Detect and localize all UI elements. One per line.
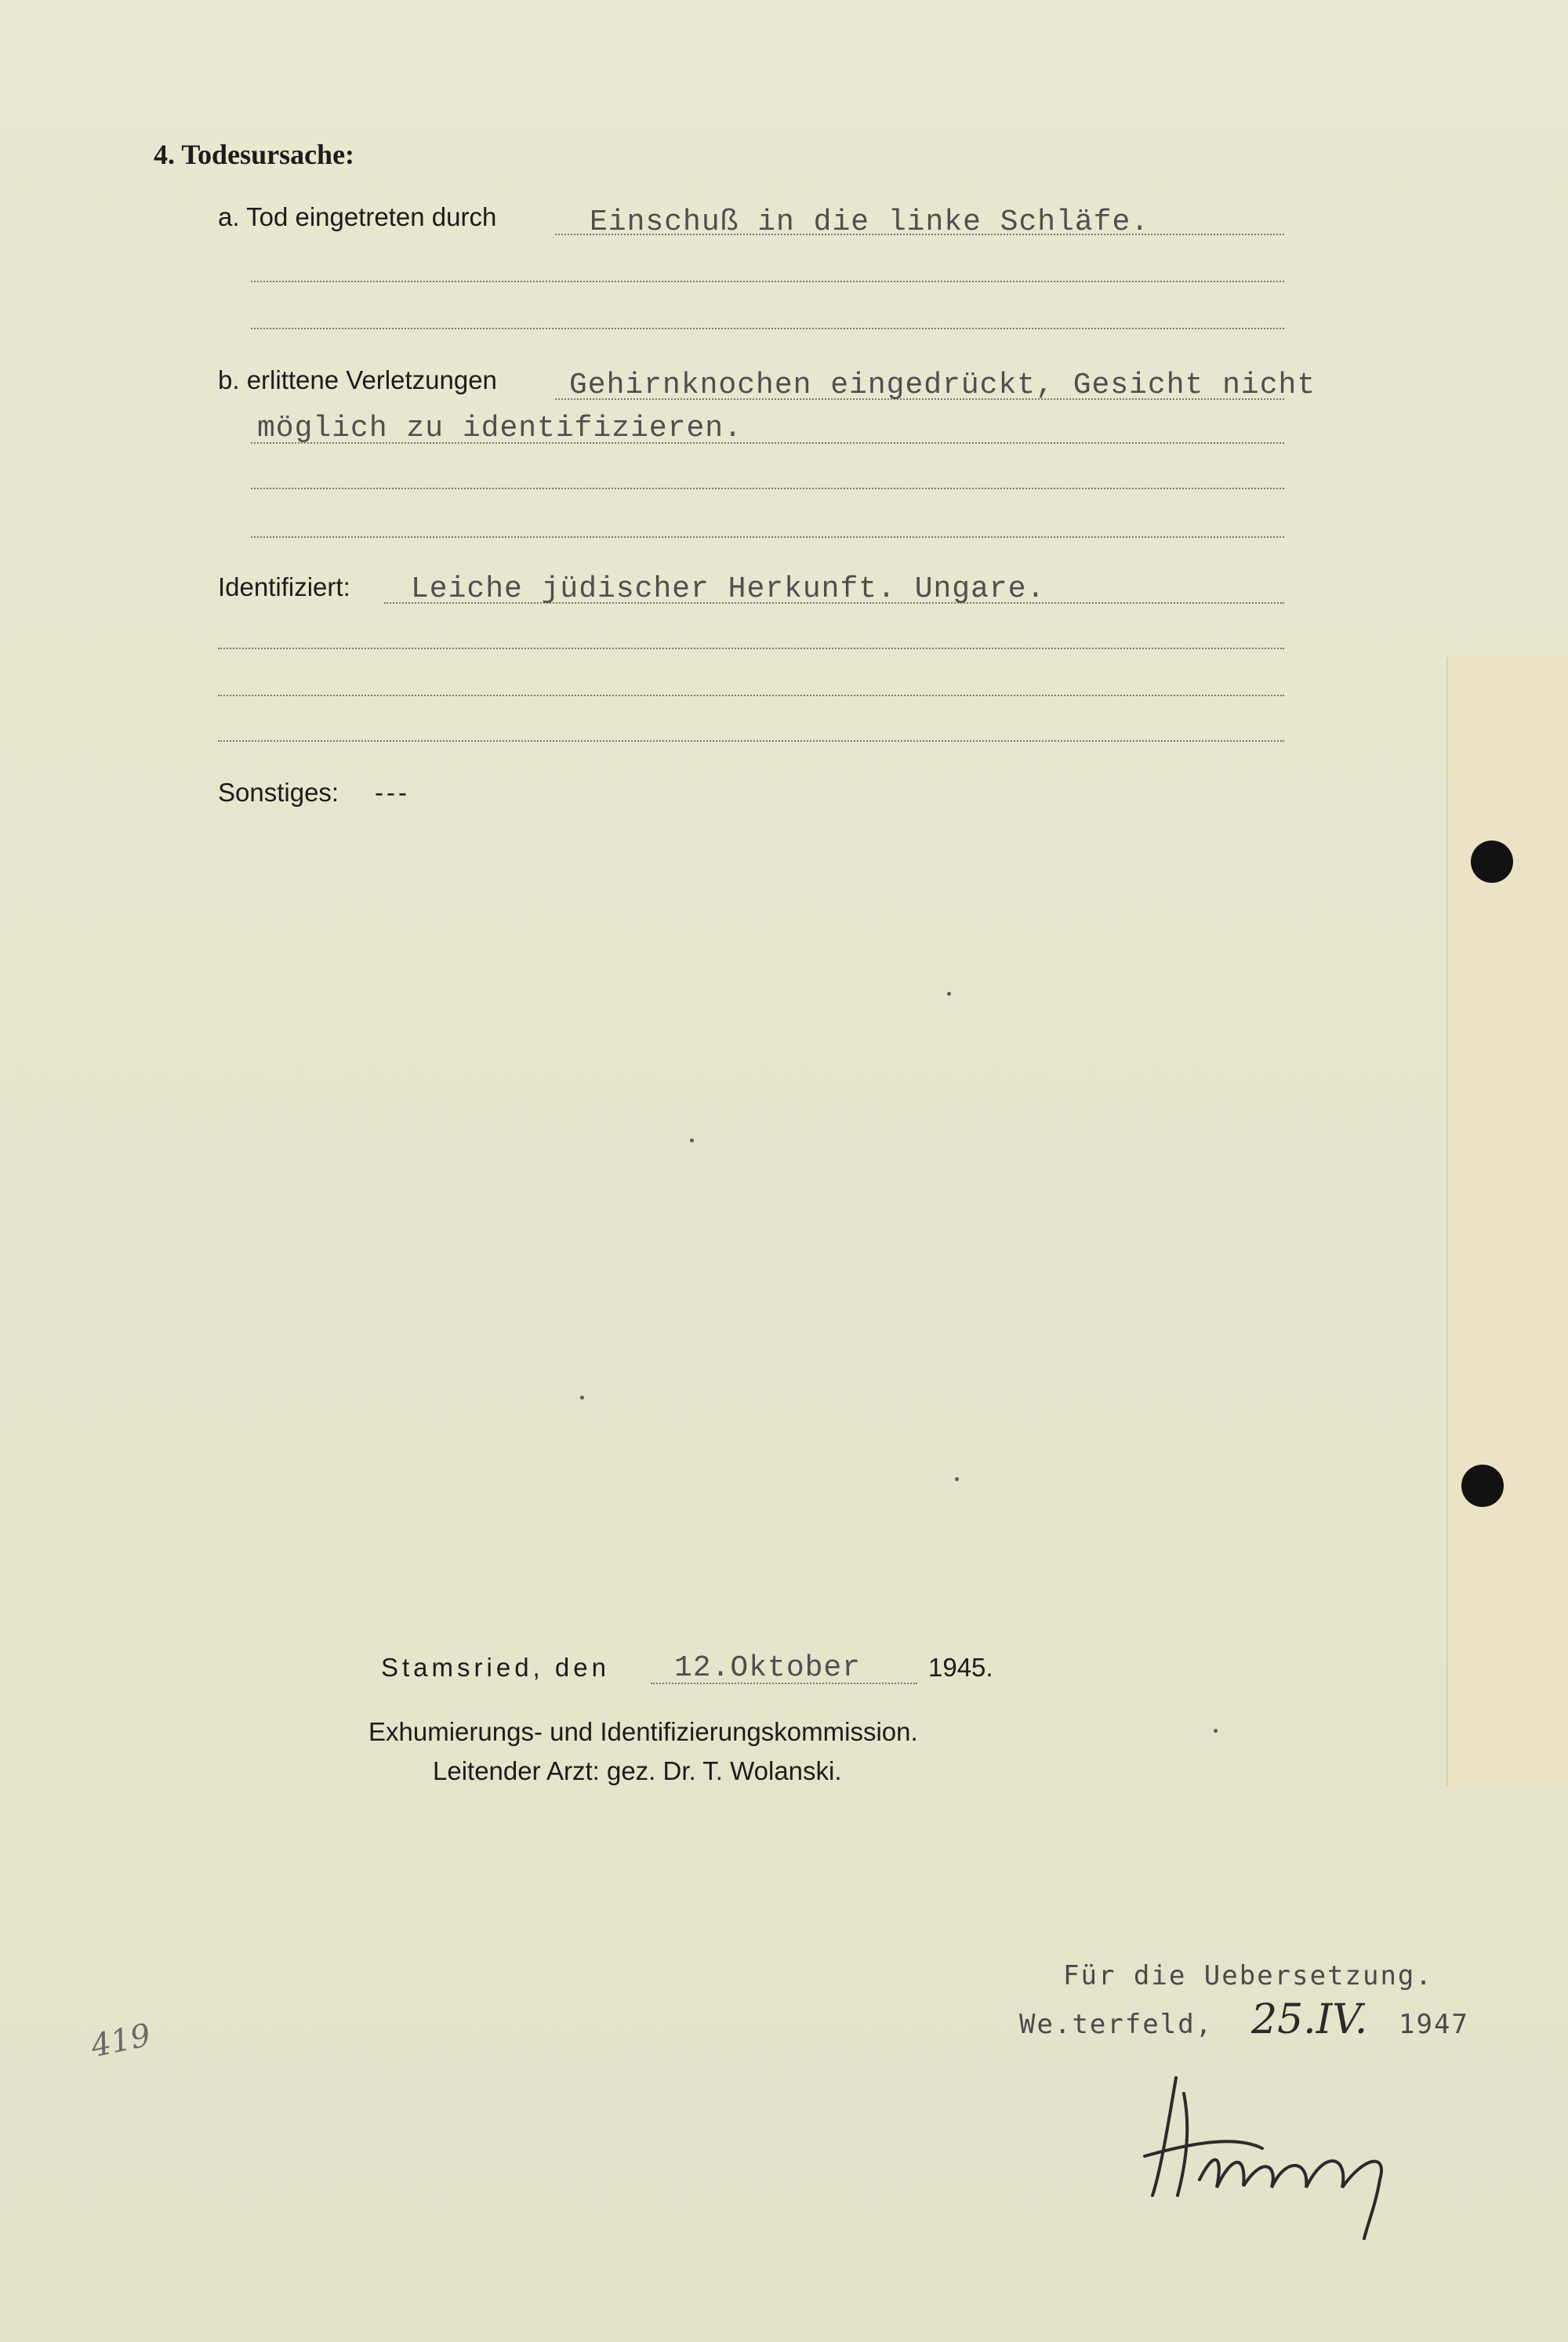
certification-date: 25.IV. [1251,1996,1368,2043]
signature-image [1129,2062,1411,2242]
identified-dotted-line-4 [218,740,1284,742]
certification-place: We.terfeld, [1019,2009,1214,2040]
certification-line1: Für die Uebersetzung. [1063,1960,1433,1992]
paper-speck [955,1477,959,1481]
injuries-label: b. erlittene Verletzungen [218,365,497,394]
identified-dotted-line-2 [218,648,1284,649]
cause-value: Einschuß in die linke Schläfe. [590,205,1150,239]
punch-hole-bottom [1461,1465,1504,1507]
cause-label: a. Tod eingetreten durch [218,202,497,231]
doctor-text: Leitender Arzt: gez. Dr. T. Wolanski. [433,1756,842,1785]
identified-label: Identifiziert: [218,572,350,601]
commission-text: Exhumierungs- und Identifizierungskommission. [368,1717,918,1746]
injuries-value-line1: Gehirnknochen eingedrückt, Gesicht nicht [569,369,1316,402]
cause-dotted-line-2 [251,281,1284,282]
cause-dotted-line-3 [251,328,1284,329]
year-text: 1945. [928,1653,993,1682]
section-heading: 4. Todesursache: [154,139,355,170]
injuries-dotted-line-4 [251,536,1284,538]
place-text: Stamsried, den [381,1653,610,1682]
certification-year: 1947 [1399,2009,1469,2040]
date-value: 12.Oktober [674,1651,862,1685]
paper-speck [1214,1729,1218,1733]
paper-edge-strip [1446,657,1568,1786]
paper-speck [690,1138,694,1142]
injuries-value-line2: möglich zu identifizieren. [257,412,742,445]
paper-speck [947,992,951,996]
misc-label: Sonstiges: [218,778,339,807]
identified-dotted-line-3 [218,695,1284,696]
misc-value: --- [375,778,410,807]
punch-hole-top [1471,841,1513,883]
margin-note: 419 [88,2017,154,2065]
paper-speck [580,1396,584,1400]
injuries-dotted-line-3 [251,488,1284,489]
identified-value: Leiche jüdischer Herkunft. Ungare. [411,572,1046,606]
